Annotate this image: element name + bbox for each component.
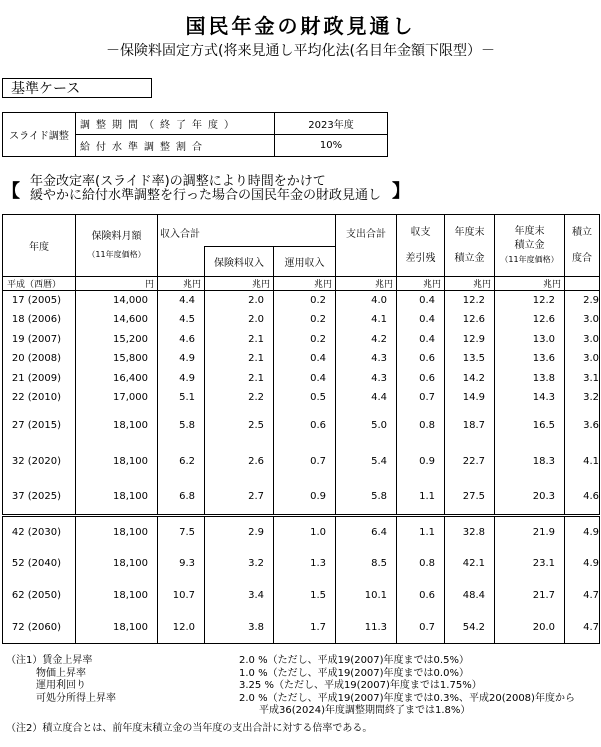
table-row bbox=[3, 291, 600, 311]
cell-res11: 14.3 bbox=[495, 388, 565, 408]
cell-exp: 5.8 bbox=[336, 480, 397, 516]
cell-income: 7.5 bbox=[158, 516, 205, 548]
note-label: 物価上昇率 bbox=[6, 667, 86, 679]
note-value: 2.0 %（ただし、平成19(2007)年度までは0.5%） bbox=[239, 655, 469, 666]
cell-year: 22 (2010) bbox=[3, 388, 76, 408]
cell-res: 42.1 bbox=[445, 548, 495, 580]
header-reserve11-sub: （11年度価格） bbox=[500, 254, 559, 264]
cell-res11: 13.8 bbox=[495, 369, 565, 389]
cell-res11: 18.3 bbox=[495, 444, 565, 480]
cell-exp: 5.4 bbox=[336, 444, 397, 480]
cell-res11: 13.0 bbox=[495, 330, 565, 350]
setting-key: 調整期間（終了年度） bbox=[76, 113, 275, 135]
bracket-open: 【 bbox=[2, 181, 20, 202]
header-ratio-top: 積立 bbox=[572, 226, 592, 238]
cell-year: 17 (2005) bbox=[3, 291, 76, 311]
cell-ratio: 3.1 bbox=[565, 369, 600, 389]
cell-ratio: 4.9 bbox=[565, 516, 600, 548]
cell-ratio: 3.6 bbox=[565, 408, 600, 444]
description-line2: 緩やかに給付水準調整を行った場合の国民年金の財政見通し bbox=[30, 188, 382, 203]
cell-prem_inc: 2.1 bbox=[205, 369, 274, 389]
cell-premium: 18,100 bbox=[76, 408, 158, 444]
cell-exp: 4.3 bbox=[336, 349, 397, 369]
cell-bal: 1.1 bbox=[397, 516, 445, 548]
cell-year: 42 (2030) bbox=[3, 516, 76, 548]
page-subtitle: －保険料固定方式(将来見通し平均化法(名目年金額下限型）－ bbox=[106, 43, 495, 59]
cell-res11: 20.3 bbox=[495, 480, 565, 516]
table-row bbox=[3, 516, 600, 548]
cell-income: 6.2 bbox=[158, 444, 205, 480]
cell-res: 14.2 bbox=[445, 369, 495, 389]
cell-income: 4.5 bbox=[158, 310, 205, 330]
cell-prem_inc: 2.6 bbox=[205, 444, 274, 480]
cell-bal: 0.6 bbox=[397, 580, 445, 612]
cell-premium: 18,100 bbox=[76, 548, 158, 580]
cell-ratio: 4.7 bbox=[565, 612, 600, 644]
header-income-total: 収入合計 bbox=[158, 215, 336, 247]
description-line1: 年金改定率(スライド率)の調整により時間をかけて bbox=[30, 174, 326, 189]
cell-year: 32 (2020) bbox=[3, 444, 76, 480]
cell-res11: 20.0 bbox=[495, 612, 565, 644]
cell-prem_inc: 2.2 bbox=[205, 388, 274, 408]
cell-income: 4.4 bbox=[158, 291, 205, 311]
cell-exp: 6.4 bbox=[336, 516, 397, 548]
cell-inv: 0.2 bbox=[274, 330, 336, 350]
cell-res: 54.2 bbox=[445, 612, 495, 644]
projection-table bbox=[2, 214, 600, 644]
note-label: 運用利回り bbox=[6, 680, 86, 691]
note-label: （注2）積立度合とは、前年度末積立金の当年度の支出合計に対する倍率である。 bbox=[6, 722, 373, 734]
cell-prem_inc: 2.0 bbox=[205, 291, 274, 311]
cell-bal: 0.8 bbox=[397, 548, 445, 580]
cell-income: 4.9 bbox=[158, 369, 205, 389]
cell-ratio: 3.2 bbox=[565, 388, 600, 408]
cell-inv: 1.7 bbox=[274, 612, 336, 644]
table-row bbox=[3, 480, 600, 516]
unit-cho: 兆円 bbox=[336, 277, 397, 291]
cell-res: 12.9 bbox=[445, 330, 495, 350]
cell-prem_inc: 2.1 bbox=[205, 330, 274, 350]
cell-res: 48.4 bbox=[445, 580, 495, 612]
table-row bbox=[3, 612, 600, 644]
unit-year: 平成（西暦） bbox=[3, 277, 76, 291]
unit-yen: 円 bbox=[76, 277, 158, 291]
cell-premium: 18,100 bbox=[76, 580, 158, 612]
unit-cho: 兆円 bbox=[397, 277, 445, 291]
cell-bal: 1.1 bbox=[397, 480, 445, 516]
table-row bbox=[3, 369, 600, 389]
cell-inv: 0.4 bbox=[274, 349, 336, 369]
setting-key: 給付水準調整割合 bbox=[76, 135, 275, 157]
table-row bbox=[3, 310, 600, 330]
cell-premium: 18,100 bbox=[76, 480, 158, 516]
cell-premium: 15,800 bbox=[76, 349, 158, 369]
unit-cho: 兆円 bbox=[274, 277, 336, 291]
cell-income: 5.1 bbox=[158, 388, 205, 408]
cell-ratio: 3.0 bbox=[565, 349, 600, 369]
header-invest-income: 運用収入 bbox=[274, 247, 336, 277]
cell-exp: 8.5 bbox=[336, 548, 397, 580]
cell-bal: 0.9 bbox=[397, 444, 445, 480]
cell-bal: 0.7 bbox=[397, 388, 445, 408]
cell-income: 6.8 bbox=[158, 480, 205, 516]
cell-inv: 1.3 bbox=[274, 548, 336, 580]
header-reserve-top: 年度末 bbox=[454, 226, 485, 238]
cell-income: 9.3 bbox=[158, 548, 205, 580]
table-row bbox=[3, 349, 600, 369]
cell-premium: 16,400 bbox=[76, 369, 158, 389]
cell-year: 20 (2008) bbox=[3, 349, 76, 369]
cell-year: 18 (2006) bbox=[3, 310, 76, 330]
cell-res: 13.5 bbox=[445, 349, 495, 369]
header-expense: 支出合計 bbox=[336, 215, 397, 277]
cell-res11: 12.6 bbox=[495, 310, 565, 330]
cell-year: 27 (2015) bbox=[3, 408, 76, 444]
settings-table bbox=[2, 112, 388, 157]
cell-inv: 0.2 bbox=[274, 310, 336, 330]
cell-inv: 0.6 bbox=[274, 408, 336, 444]
cell-year: 52 (2040) bbox=[3, 548, 76, 580]
cell-inv: 0.2 bbox=[274, 291, 336, 311]
cell-res11: 23.1 bbox=[495, 548, 565, 580]
cell-bal: 0.6 bbox=[397, 349, 445, 369]
cell-income: 4.9 bbox=[158, 349, 205, 369]
table-row bbox=[3, 408, 600, 444]
cell-bal: 0.4 bbox=[397, 291, 445, 311]
cell-exp: 4.0 bbox=[336, 291, 397, 311]
cell-res11: 21.9 bbox=[495, 516, 565, 548]
header-reserve11-top: 年度末 bbox=[514, 225, 545, 237]
cell-res11: 12.2 bbox=[495, 291, 565, 311]
header-year: 年度 bbox=[3, 215, 76, 277]
cell-ratio: 4.9 bbox=[565, 548, 600, 580]
cell-exp: 5.0 bbox=[336, 408, 397, 444]
bracket-close: 】 bbox=[392, 181, 410, 202]
cell-exp: 10.1 bbox=[336, 580, 397, 612]
cell-ratio: 3.0 bbox=[565, 330, 600, 350]
cell-prem_inc: 2.5 bbox=[205, 408, 274, 444]
cell-premium: 15,200 bbox=[76, 330, 158, 350]
header-premium-income: 保険料収入 bbox=[205, 247, 274, 277]
cell-res: 22.7 bbox=[445, 444, 495, 480]
cell-bal: 0.6 bbox=[397, 369, 445, 389]
cell-res: 27.5 bbox=[445, 480, 495, 516]
cell-income: 10.7 bbox=[158, 580, 205, 612]
note-value: 2.0 %（ただし、平成19(2007)年度までは0.3%、平成20(2008)年度から bbox=[239, 692, 575, 704]
unit-cho: 兆円 bbox=[495, 277, 565, 291]
cell-prem_inc: 2.0 bbox=[205, 310, 274, 330]
cell-prem_inc: 3.8 bbox=[205, 612, 274, 644]
cell-year: 37 (2025) bbox=[3, 480, 76, 516]
case-label: 基準ケース bbox=[2, 78, 152, 98]
header-ratio-bottom: 度合 bbox=[572, 252, 592, 264]
cell-premium: 14,000 bbox=[76, 291, 158, 311]
cell-inv: 0.9 bbox=[274, 480, 336, 516]
note-label: 可処分所得上昇率 bbox=[6, 692, 116, 704]
table-row bbox=[3, 548, 600, 580]
cell-year: 72 (2060) bbox=[3, 612, 76, 644]
table-row bbox=[3, 580, 600, 612]
cell-income: 4.6 bbox=[158, 330, 205, 350]
cell-ratio: 4.7 bbox=[565, 580, 600, 612]
cell-prem_inc: 3.2 bbox=[205, 548, 274, 580]
header-premium: 保険料月額 bbox=[91, 230, 142, 242]
cell-res11: 13.6 bbox=[495, 349, 565, 369]
cell-res: 32.8 bbox=[445, 516, 495, 548]
header-reserve11-mid: 積立金 bbox=[514, 239, 545, 251]
cell-inv: 1.5 bbox=[274, 580, 336, 612]
setting-value: 2023年度 bbox=[275, 113, 388, 135]
cell-premium: 18,100 bbox=[76, 444, 158, 480]
cell-res: 12.2 bbox=[445, 291, 495, 311]
cell-prem_inc: 2.9 bbox=[205, 516, 274, 548]
table-row bbox=[3, 330, 600, 350]
header-balance-top: 収支 bbox=[410, 226, 431, 238]
cell-ratio: 3.0 bbox=[565, 310, 600, 330]
setting-value: 10% bbox=[275, 135, 388, 157]
cell-year: 21 (2009) bbox=[3, 369, 76, 389]
cell-premium: 17,000 bbox=[76, 388, 158, 408]
header-reserve-bottom: 積立金 bbox=[454, 252, 485, 264]
cell-year: 19 (2007) bbox=[3, 330, 76, 350]
note-value: 1.0 %（ただし、平成19(2007)年度までは0.0%） bbox=[239, 667, 469, 679]
cell-premium: 18,100 bbox=[76, 612, 158, 644]
cell-res11: 21.7 bbox=[495, 580, 565, 612]
unit-cho: 兆円 bbox=[158, 277, 205, 291]
unit-cho: 兆円 bbox=[205, 277, 274, 291]
cell-ratio: 2.9 bbox=[565, 291, 600, 311]
cell-exp: 11.3 bbox=[336, 612, 397, 644]
cell-year: 62 (2050) bbox=[3, 580, 76, 612]
cell-bal: 0.8 bbox=[397, 408, 445, 444]
cell-bal: 0.4 bbox=[397, 310, 445, 330]
cell-inv: 0.5 bbox=[274, 388, 336, 408]
cell-income: 12.0 bbox=[158, 612, 205, 644]
header-premium-sub: （11年度価格） bbox=[87, 249, 146, 259]
cell-exp: 4.1 bbox=[336, 310, 397, 330]
note-value: 3.25 %（ただし、平成19(2007)年度までは1.75%） bbox=[239, 680, 482, 691]
page-title: 国民年金の財政見通し bbox=[185, 14, 416, 38]
cell-res11: 16.5 bbox=[495, 408, 565, 444]
note-value: 平成36(2024)年度調整期間終了までは1.8%） bbox=[239, 705, 471, 716]
cell-inv: 0.4 bbox=[274, 369, 336, 389]
cell-bal: 0.7 bbox=[397, 612, 445, 644]
slide-adjust-label: スライド調整 bbox=[3, 113, 76, 157]
cell-ratio: 4.6 bbox=[565, 480, 600, 516]
cell-res: 14.9 bbox=[445, 388, 495, 408]
table-row bbox=[3, 388, 600, 408]
cell-res: 18.7 bbox=[445, 408, 495, 444]
cell-inv: 0.7 bbox=[274, 444, 336, 480]
cell-income: 5.8 bbox=[158, 408, 205, 444]
cell-premium: 14,600 bbox=[76, 310, 158, 330]
header-balance-bottom: 差引残 bbox=[405, 252, 436, 264]
cell-bal: 0.4 bbox=[397, 330, 445, 350]
cell-res: 12.6 bbox=[445, 310, 495, 330]
unit-cho: 兆円 bbox=[445, 277, 495, 291]
cell-exp: 4.2 bbox=[336, 330, 397, 350]
cell-exp: 4.3 bbox=[336, 369, 397, 389]
cell-ratio: 4.1 bbox=[565, 444, 600, 480]
cell-premium: 18,100 bbox=[76, 516, 158, 548]
cell-inv: 1.0 bbox=[274, 516, 336, 548]
cell-exp: 4.4 bbox=[336, 388, 397, 408]
table-row bbox=[3, 444, 600, 480]
note-label: （注1）賃金上昇率 bbox=[6, 655, 93, 666]
cell-prem_inc: 2.1 bbox=[205, 349, 274, 369]
cell-prem_inc: 3.4 bbox=[205, 580, 274, 612]
cell-prem_inc: 2.7 bbox=[205, 480, 274, 516]
